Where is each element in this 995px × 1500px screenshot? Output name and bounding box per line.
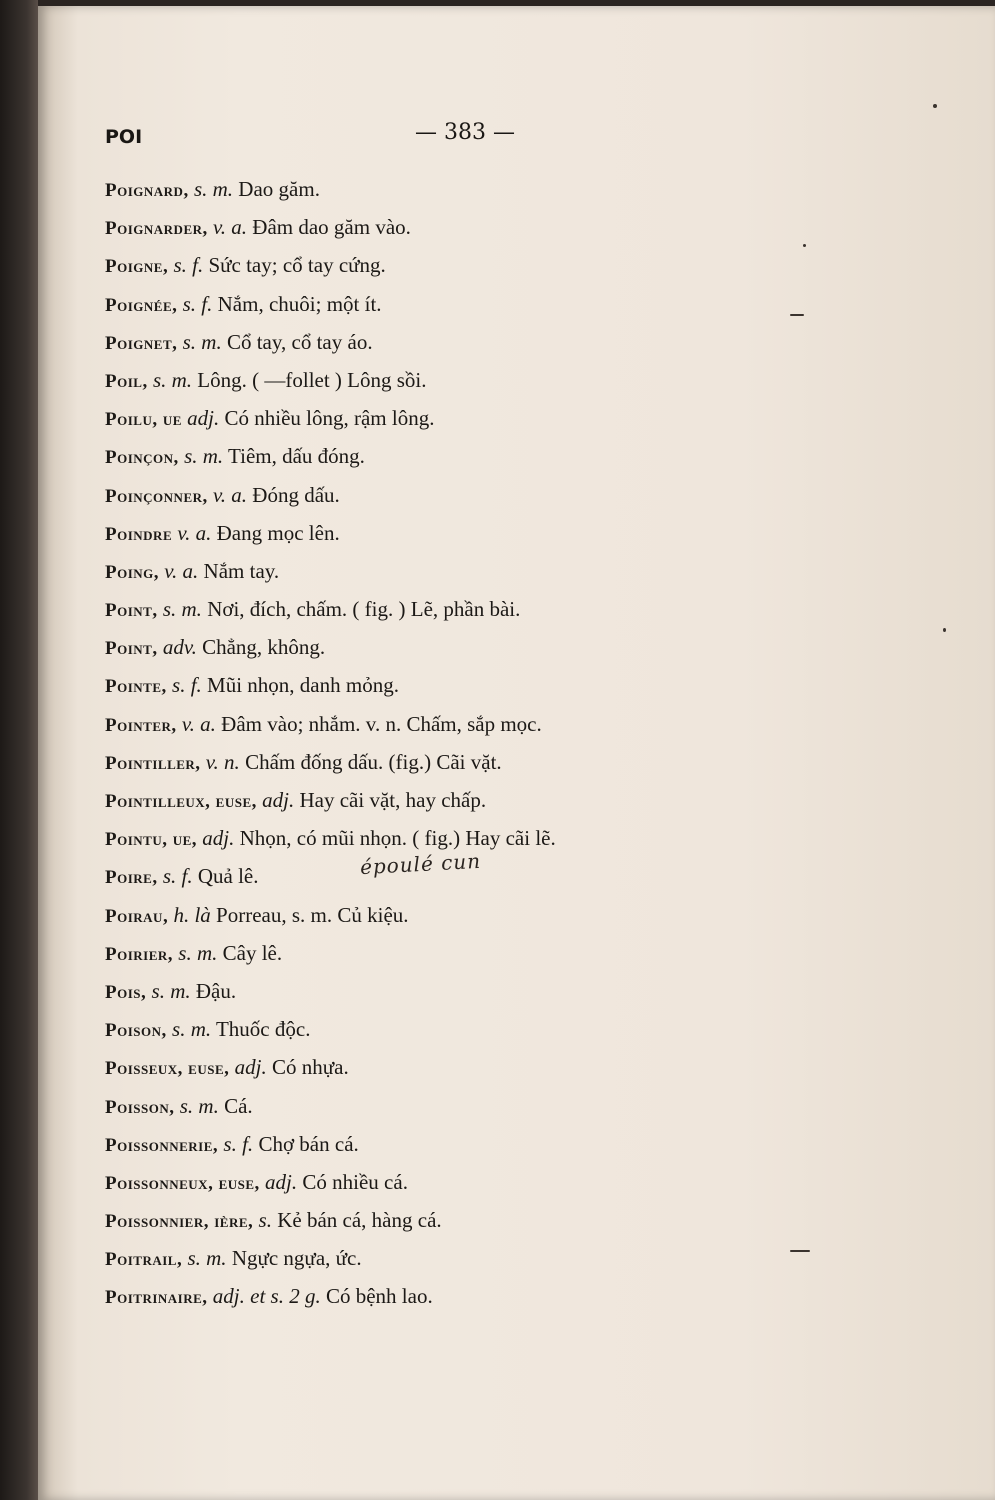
entry-grammar: s. f. (172, 673, 202, 698)
dictionary-entry (105, 323, 805, 361)
entry-definition: Có bệnh lao. (325, 1284, 433, 1309)
entry-headword: Poignet, (105, 332, 178, 354)
entry-grammar: v. n. (205, 749, 240, 774)
entry-grammar: s. m. (193, 177, 234, 201)
entry-grammar: s. m. (152, 367, 193, 392)
entry-grammar: v. a. (213, 215, 248, 240)
dictionary-entry (105, 514, 805, 552)
dictionary-entry (105, 1163, 805, 1201)
dictionary-entry (105, 552, 805, 590)
entry-grammar: v. a. (177, 520, 212, 545)
entry-headword: Pointilleux, euse, (105, 791, 257, 812)
entry-definition: Chợ bán cá. (258, 1131, 359, 1156)
entry-definition: Cá. (224, 1093, 253, 1118)
dictionary-entry (105, 285, 805, 323)
entry-definition: Cổ tay, cổ tay áo. (226, 329, 373, 354)
entry-grammar: adj. (262, 788, 295, 812)
dictionary-entry (105, 361, 805, 399)
entry-definition: Thuốc độc. (215, 1017, 311, 1042)
entry-definition: Đậu. (195, 978, 237, 1003)
entry-grammar: adj. (187, 406, 220, 431)
entry-headword: Point, (105, 638, 158, 660)
entry-definition: Nắm, chuôi; một ít. (217, 291, 382, 316)
entry-definition: Đâm dao găm vào. (252, 215, 411, 240)
entry-headword: Poire, (105, 867, 158, 889)
entry-headword: Poissonneux, euse, (105, 1172, 260, 1194)
entry-definition: Đóng dấu. (252, 482, 340, 507)
entry-grammar: s. f. (173, 253, 204, 278)
entry-definition: Chẳng, không. (202, 635, 326, 660)
entry-grammar: v. a. (181, 711, 216, 736)
entry-headword: Poisson, (105, 1096, 175, 1118)
entry-headword: Poignée, (105, 294, 178, 316)
entry-definition: Cây lê. (222, 940, 283, 965)
entry-definition: Dao găm. (238, 177, 320, 201)
page-header (105, 120, 745, 156)
entry-headword: Poignarder, (105, 218, 208, 240)
entry-grammar: adv. (162, 635, 197, 660)
entry-headword: Poilu, ue (105, 409, 182, 431)
entry-headword: Poil, (105, 370, 148, 392)
entry-definition: Đâm vào; nhắm. v. n. Chấm, sắp mọc. (221, 711, 542, 736)
dictionary-entry (105, 972, 805, 1010)
entry-definition: Nơi, đích, chấm. ( fig. ) Lẽ, phần bài. (207, 597, 521, 622)
entry-grammar: h. là (173, 902, 211, 927)
dictionary-entry (105, 1125, 805, 1163)
entry-definition: Sức tay; cổ tay cứng. (208, 253, 386, 278)
entry-headword: Poinçon, (105, 447, 179, 469)
entry-headword: Poirau, (105, 905, 169, 927)
dictionary-entry (105, 743, 805, 781)
entry-grammar: s. f. (223, 1131, 254, 1156)
entry-headword: Pointer, (105, 714, 177, 736)
entry-definition: Mũi nhọn, danh mỏng. (207, 673, 399, 698)
entry-grammar: v. a. (213, 482, 248, 507)
entry-headword: Poissonnerie, (105, 1134, 219, 1156)
dictionary-entry (105, 1048, 805, 1086)
entry-headword: Poirier, (105, 943, 174, 965)
paper-speck (943, 628, 946, 632)
entry-headword: Poisseux, euse, (105, 1058, 230, 1080)
entry-definition: Có nhiều cá. (302, 1169, 408, 1194)
entry-headword: Poindre (105, 523, 173, 545)
entry-definition: Nắm tay. (203, 558, 280, 583)
entry-headword: Poing, (105, 561, 160, 583)
dictionary-entry (105, 781, 805, 819)
entry-headword: Point, (105, 600, 158, 622)
entry-definition: Có nhựa. (272, 1055, 349, 1080)
entry-grammar: adj. (265, 1169, 298, 1194)
running-head: POI (105, 126, 143, 148)
dictionary-entry (105, 628, 805, 666)
entry-grammar: s. f. (182, 291, 213, 316)
book-spine-shadow (0, 0, 38, 1500)
entry-grammar: s. m. (172, 1017, 212, 1042)
entry-definition: Ngực ngựa, ức. (231, 1246, 362, 1271)
entry-grammar: adj. et s. 2 g. (212, 1284, 321, 1309)
dictionary-entry (105, 476, 805, 514)
dictionary-entry (105, 1010, 805, 1048)
entry-headword: Poitrinaire, (105, 1287, 208, 1309)
entry-definition: Chấm đống dấu. (fig.) Cãi vặt. (245, 749, 502, 774)
entry-grammar: s. m. (184, 444, 224, 469)
dictionary-entry (105, 666, 805, 704)
handwritten-annotation: époulé cun (359, 848, 482, 880)
entry-definition: Nhọn, có mũi nhọn. ( fig.) Hay cãi lẽ. (239, 826, 556, 851)
entry-definition: Lông. ( —follet ) Lông sồi. (197, 367, 427, 392)
dictionary-entry (105, 1201, 805, 1239)
dictionary-entry (105, 208, 805, 246)
paper-speck (933, 104, 937, 108)
entry-headword: Pointiller, (105, 752, 201, 774)
entry-grammar: adj. (234, 1055, 267, 1080)
entry-grammar: v. a. (164, 558, 199, 583)
entry-headword: Poison, (105, 1020, 167, 1042)
entry-headword: Pois, (105, 981, 147, 1003)
entry-grammar: s. f. (162, 864, 193, 889)
entry-headword: Poignard, (105, 180, 189, 201)
entry-definition: Hay cãi vặt, hay chấp. (299, 788, 487, 812)
page-number: — 383 — (415, 120, 515, 145)
entry-headword: Poinçonner, (105, 485, 208, 507)
entry-grammar: s. m. (178, 940, 218, 965)
entry-definition: Quả lê. (197, 864, 259, 889)
entry-list (105, 170, 805, 1316)
entry-headword: Pointe, (105, 676, 167, 698)
entry-definition: Kẻ bán cá, hàng cá. (277, 1208, 442, 1233)
entry-grammar: s. m. (162, 597, 202, 622)
entry-grammar: s. (258, 1208, 272, 1233)
dictionary-entry (105, 170, 805, 208)
dictionary-entry (105, 437, 805, 475)
dictionary-entry (105, 896, 805, 934)
dictionary-entry (105, 590, 805, 628)
entry-definition: Đang mọc lên. (216, 520, 340, 545)
dictionary-entry (105, 705, 805, 743)
entry-grammar: s. m. (151, 978, 191, 1003)
dictionary-entry (105, 1239, 805, 1277)
entry-grammar: s. m. (187, 1246, 227, 1271)
dictionary-entry (105, 934, 805, 972)
entry-grammar: s. m. (182, 329, 222, 354)
entry-definition: Tiêm, dấu đóng. (228, 444, 365, 469)
entry-grammar: s. m. (179, 1093, 219, 1118)
entry-headword: Poitrail, (105, 1249, 183, 1271)
entry-headword: Poissonnier, ière, (105, 1211, 254, 1233)
entry-headword: Pointu, ue, (105, 829, 198, 851)
dictionary-entry (105, 1277, 805, 1315)
dictionary-entry (105, 1087, 805, 1125)
dictionary-entry (105, 246, 805, 284)
entry-headword: Poigne, (105, 256, 169, 278)
dictionary-entry (105, 399, 805, 437)
entry-definition: Có nhiều lông, rậm lông. (224, 406, 435, 431)
entry-definition: Porreau, s. m. Củ kiệu. (216, 902, 409, 927)
entry-grammar: adj. (202, 826, 235, 851)
